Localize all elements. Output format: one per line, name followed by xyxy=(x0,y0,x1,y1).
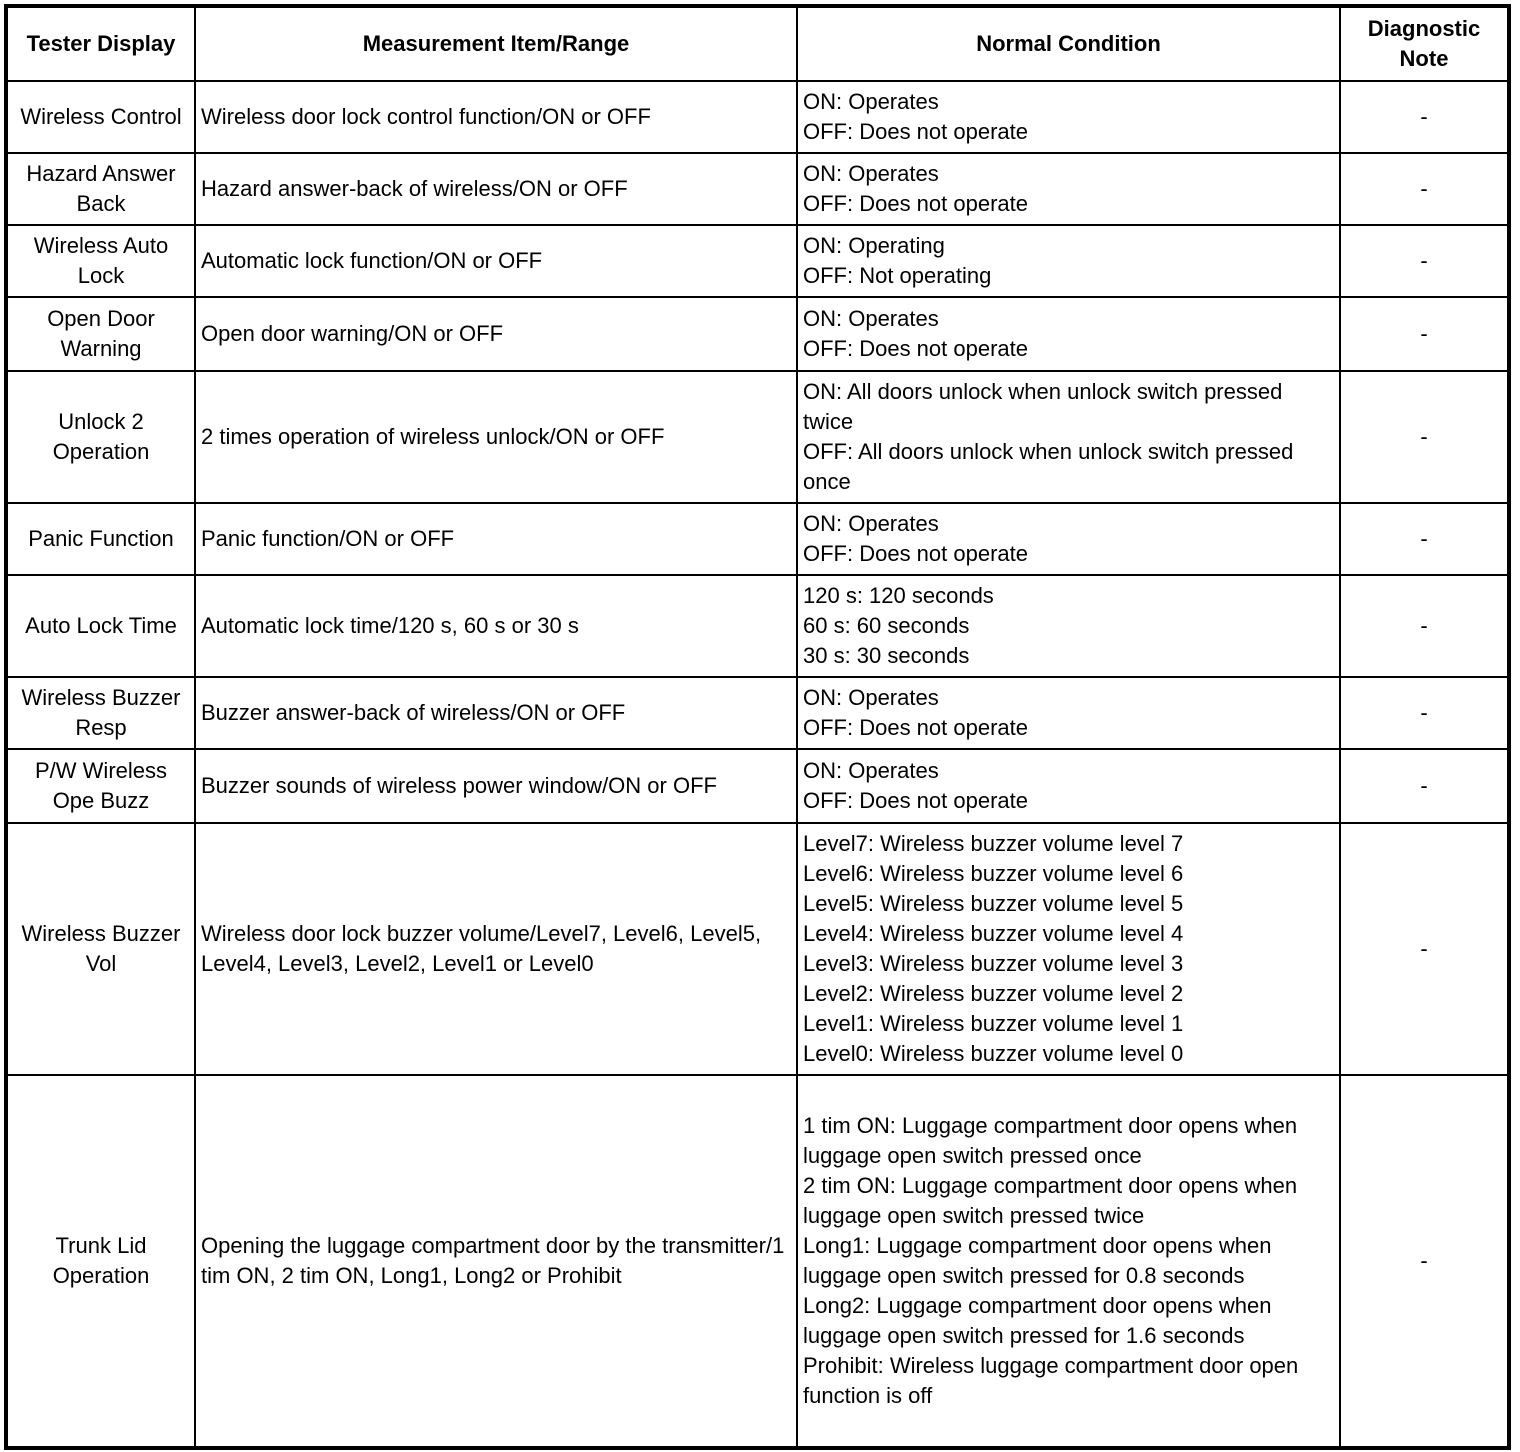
normal-condition-cell xyxy=(797,503,1340,575)
tester-display-cell: Wireless Buzzer Resp xyxy=(7,677,195,749)
table-row xyxy=(7,297,1508,371)
diagnostic-note-cell: - xyxy=(1340,575,1508,677)
diagnostic-note-cell: - xyxy=(1340,677,1508,749)
normal-condition-line: Level2: Wireless buzzer volume level 2 xyxy=(803,981,1184,1006)
diagnostic-note-cell: - xyxy=(1340,225,1508,297)
normal-condition-line: Level5: Wireless buzzer volume level 5 xyxy=(803,891,1184,916)
measurement-cell: 2 times operation of wireless unlock/ON or OFF xyxy=(195,371,797,503)
tester-display-cell: P/W Wireless Ope Buzz xyxy=(7,749,195,823)
normal-condition-line: ON: Operates xyxy=(803,685,939,710)
table-row xyxy=(7,503,1508,575)
normal-condition-line: Level0: Wireless buzzer volume level 0 xyxy=(803,1041,1184,1066)
normal-condition-cell xyxy=(797,749,1340,823)
measurement-cell: Opening the luggage compartment door by the transmitter/1 tim ON, 2 tim ON, Long1, Long2 or Prohibit xyxy=(195,1075,797,1447)
normal-condition-cell xyxy=(797,677,1340,749)
measurement-cell: Buzzer sounds of wireless power window/ON or OFF xyxy=(195,749,797,823)
tester-display-cell: Unlock 2 Operation xyxy=(7,371,195,503)
normal-condition-line: ON: Operates xyxy=(803,758,939,783)
normal-condition-line: OFF: Not operating xyxy=(803,263,992,288)
normal-condition-line: OFF: All doors unlock when unlock switch pressed once xyxy=(803,439,1294,494)
normal-condition-cell xyxy=(797,823,1340,1075)
header-tester-display: Tester Display xyxy=(7,7,195,81)
diagnostic-note-cell: - xyxy=(1340,81,1508,153)
normal-condition-cell xyxy=(797,297,1340,371)
table-row xyxy=(7,1075,1508,1447)
measurement-cell: Automatic lock function/ON or OFF xyxy=(195,225,797,297)
normal-condition-line: ON: Operates xyxy=(803,306,939,331)
normal-condition-cell xyxy=(797,575,1340,677)
normal-condition-line: OFF: Does not operate xyxy=(803,788,1028,813)
normal-condition-line: 120 s: 120 seconds xyxy=(803,583,994,608)
measurement-cell: Automatic lock time/120 s, 60 s or 30 s xyxy=(195,575,797,677)
normal-condition-line: ON: Operates xyxy=(803,161,939,186)
diagnostic-note-cell: - xyxy=(1340,503,1508,575)
normal-condition-line: OFF: Does not operate xyxy=(803,336,1028,361)
table-row xyxy=(7,371,1508,503)
normal-condition-line: ON: All doors unlock when unlock switch pressed twice xyxy=(803,379,1283,434)
tester-display-cell: Panic Function xyxy=(7,503,195,575)
table-row xyxy=(7,575,1508,677)
normal-condition-line: Level7: Wireless buzzer volume level 7 xyxy=(803,831,1184,856)
header-normal-condition: Normal Condition xyxy=(797,7,1340,81)
diagnostic-note-cell: - xyxy=(1340,371,1508,503)
normal-condition-line: Prohibit: Wireless luggage compartment door open function is off xyxy=(803,1353,1299,1408)
table-row xyxy=(7,677,1508,749)
table-row xyxy=(7,225,1508,297)
normal-condition-line: 2 tim ON: Luggage compartment door opens when luggage open switch pressed twice xyxy=(803,1173,1298,1228)
diagnostic-note-cell: - xyxy=(1340,297,1508,371)
tester-display-cell: Hazard Answer Back xyxy=(7,153,195,225)
normal-condition-line: OFF: Does not operate xyxy=(803,715,1028,740)
normal-condition-line: ON: Operating xyxy=(803,233,945,258)
normal-condition-line: OFF: Does not operate xyxy=(803,191,1028,216)
diagnostic-note-cell: - xyxy=(1340,153,1508,225)
normal-condition-line: OFF: Does not operate xyxy=(803,541,1028,566)
normal-condition-line: Long2: Luggage compartment door opens when luggage open switch pressed for 1.6 seconds xyxy=(803,1293,1272,1348)
normal-condition-line: Level1: Wireless buzzer volume level 1 xyxy=(803,1011,1184,1036)
normal-condition-cell xyxy=(797,153,1340,225)
diagnostic-note-cell: - xyxy=(1340,823,1508,1075)
spec-table xyxy=(6,6,1509,1448)
header-measurement: Measurement Item/Range xyxy=(195,7,797,81)
normal-condition-line: Long1: Luggage compartment door opens when luggage open switch pressed for 0.8 seconds xyxy=(803,1233,1272,1288)
tester-display-cell: Wireless Control xyxy=(7,81,195,153)
measurement-cell: Wireless door lock buzzer volume/Level7, Level6, Level5, Level4, Level3, Level2, Level1 or Level0 xyxy=(195,823,797,1075)
table-row xyxy=(7,823,1508,1075)
measurement-cell: Wireless door lock control function/ON or OFF xyxy=(195,81,797,153)
normal-condition-line: ON: Operates xyxy=(803,511,939,536)
normal-condition-line: Level6: Wireless buzzer volume level 6 xyxy=(803,861,1184,886)
table-body xyxy=(7,81,1508,1447)
normal-condition-line: ON: Operates xyxy=(803,89,939,114)
table-row xyxy=(7,81,1508,153)
normal-condition-line: 60 s: 60 seconds xyxy=(803,613,970,638)
normal-condition-line: 30 s: 30 seconds xyxy=(803,643,970,668)
tester-display-cell: Trunk Lid Operation xyxy=(7,1075,195,1447)
normal-condition-cell xyxy=(797,371,1340,503)
diagnostic-note-cell: - xyxy=(1340,1075,1508,1447)
measurement-cell: Hazard answer-back of wireless/ON or OFF xyxy=(195,153,797,225)
table-row xyxy=(7,153,1508,225)
header-diagnostic-note: Diagnostic Note xyxy=(1340,7,1508,81)
measurement-cell: Open door warning/ON or OFF xyxy=(195,297,797,371)
diagnostic-note-cell: - xyxy=(1340,749,1508,823)
normal-condition-cell xyxy=(797,81,1340,153)
tester-display-cell: Auto Lock Time xyxy=(7,575,195,677)
tester-display-cell: Open Door Warning xyxy=(7,297,195,371)
measurement-cell: Panic function/ON or OFF xyxy=(195,503,797,575)
table-row xyxy=(7,749,1508,823)
tester-display-cell: Wireless Auto Lock xyxy=(7,225,195,297)
normal-condition-line: OFF: Does not operate xyxy=(803,119,1028,144)
measurement-cell: Buzzer answer-back of wireless/ON or OFF xyxy=(195,677,797,749)
normal-condition-line: Level3: Wireless buzzer volume level 3 xyxy=(803,951,1184,976)
tester-display-cell: Wireless Buzzer Vol xyxy=(7,823,195,1075)
normal-condition-line: 1 tim ON: Luggage compartment door opens when luggage open switch pressed once xyxy=(803,1113,1298,1168)
normal-condition-line: Level4: Wireless buzzer volume level 4 xyxy=(803,921,1184,946)
normal-condition-cell xyxy=(797,225,1340,297)
normal-condition-cell xyxy=(797,1075,1340,1447)
header-row xyxy=(7,7,1508,81)
